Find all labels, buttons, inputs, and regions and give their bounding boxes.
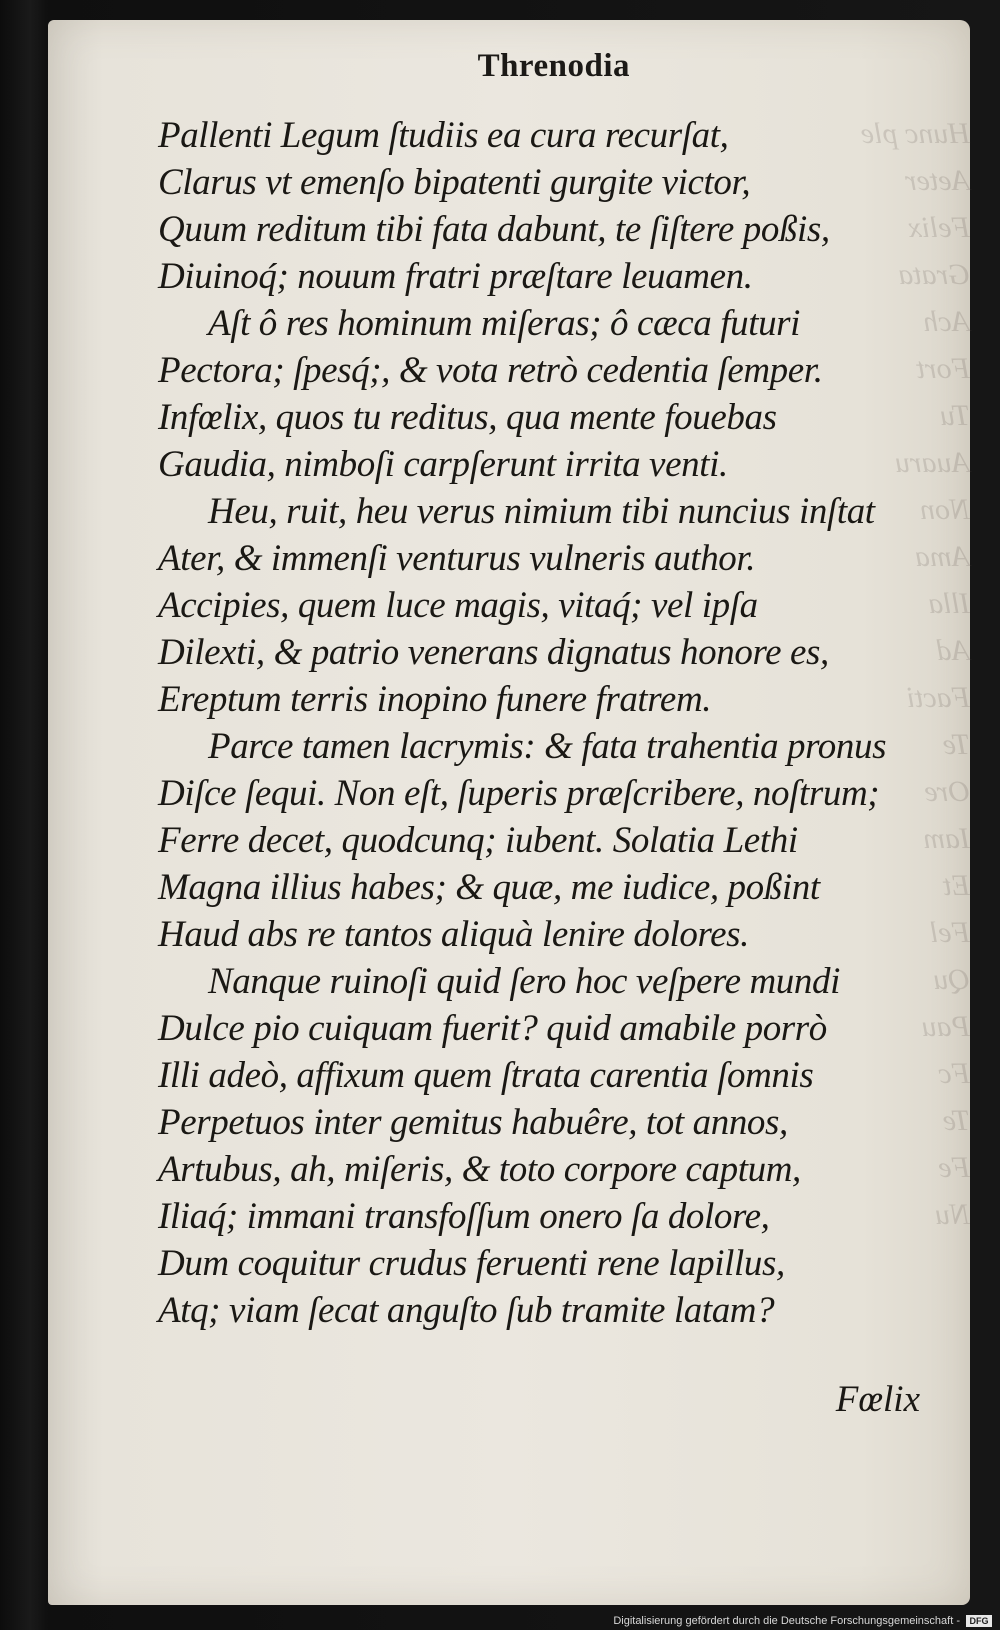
verse-line: Quum reditum tibi fata dabunt, te ſiſtere poßis, — [158, 209, 830, 250]
verse-line: Heu, ruit, heu verus nimium tibi nuncius inſtat — [208, 491, 875, 532]
verse-line: Artubus, ah, miſeris, & toto corpore captum, — [158, 1149, 801, 1190]
running-header: Threnodia — [477, 48, 630, 84]
verse-line: Dilexti, & patrio venerans dignatus honore es, — [158, 632, 829, 673]
book-page — [48, 20, 970, 1605]
verse-line: Magna illius habes; & quæ, me iudice, poßint — [158, 867, 820, 908]
verse-line: Diuinoq́; nouum fratri præſtare leuamen. — [158, 256, 753, 297]
verse-line: Ferre decet, quodcunq; iubent. Solatia Lethi — [158, 820, 798, 861]
show-through-text: Hunc ple Aeter Felix Grata Ach Fort Tu Auaru Non Ama Illa Ad Facti Te Ore Iam Et Fel Qu Pau Fc Te Fe Nu — [860, 117, 970, 1231]
verse-line: Pallenti Legum ſtudiis ea cura recurſat, — [158, 115, 729, 156]
verse-line: Illi adeò, affixum quem ſtrata carentia ſomnis — [158, 1055, 814, 1096]
catchword: Fœlix — [835, 1379, 920, 1420]
verse-line: Gaudia, nimboſi carpſerunt irrita venti. — [158, 444, 728, 485]
verse-line: Pectora; ſpesq́;, & vota retrò cedentia ſemper. — [158, 350, 823, 391]
poem-body — [158, 112, 958, 1334]
verse-line: Nanque ruinoſi quid ſero hoc veſpere mundi — [208, 961, 840, 1002]
verse-line: Aſt ô res hominum miſeras; ô cæca futuri — [208, 303, 801, 344]
verse-line: Perpetuos inter gemitus habuêre, tot annos, — [158, 1102, 788, 1143]
verse-line: Dum coquitur crudus feruenti rene lapillus, — [158, 1243, 785, 1284]
verse-line: Infœlix, quos tu reditus, qua mente fouebas — [158, 397, 777, 438]
verse-line: Ater, & immenſi venturus vulneris author. — [158, 538, 756, 579]
verse-line: Atq; viam ſecat anguſto ſub tramite latam? — [158, 1290, 775, 1331]
verse-line: Dulce pio cuiquam fuerit? quid amabile porrò — [158, 1008, 827, 1049]
dfg-logo: DFG — [966, 1615, 992, 1627]
verse-line: Haud abs re tantos aliquà lenire dolores. — [158, 914, 749, 955]
verse-line: Ereptum terris inopino funere fratrem. — [158, 679, 712, 720]
verse-line: Diſce ſequi. Non eſt, ſuperis præſcribere, noſtrum; — [158, 773, 880, 814]
verse-line: Accipies, quem luce magis, vitaq́; vel ipſa — [158, 585, 758, 626]
verse-line: Parce tamen lacrymis: & fata trahentia pronus — [208, 726, 887, 767]
verse-line: Iliaq́; immani transfoſſum onero ſa dolore, — [158, 1196, 770, 1237]
verse-line: Clarus vt emenſo bipatenti gurgite victor, — [158, 162, 751, 203]
digitization-credit: Digitalisierung gefördert durch die Deutsche Forschungsgemeinschaft - — [613, 1615, 960, 1627]
